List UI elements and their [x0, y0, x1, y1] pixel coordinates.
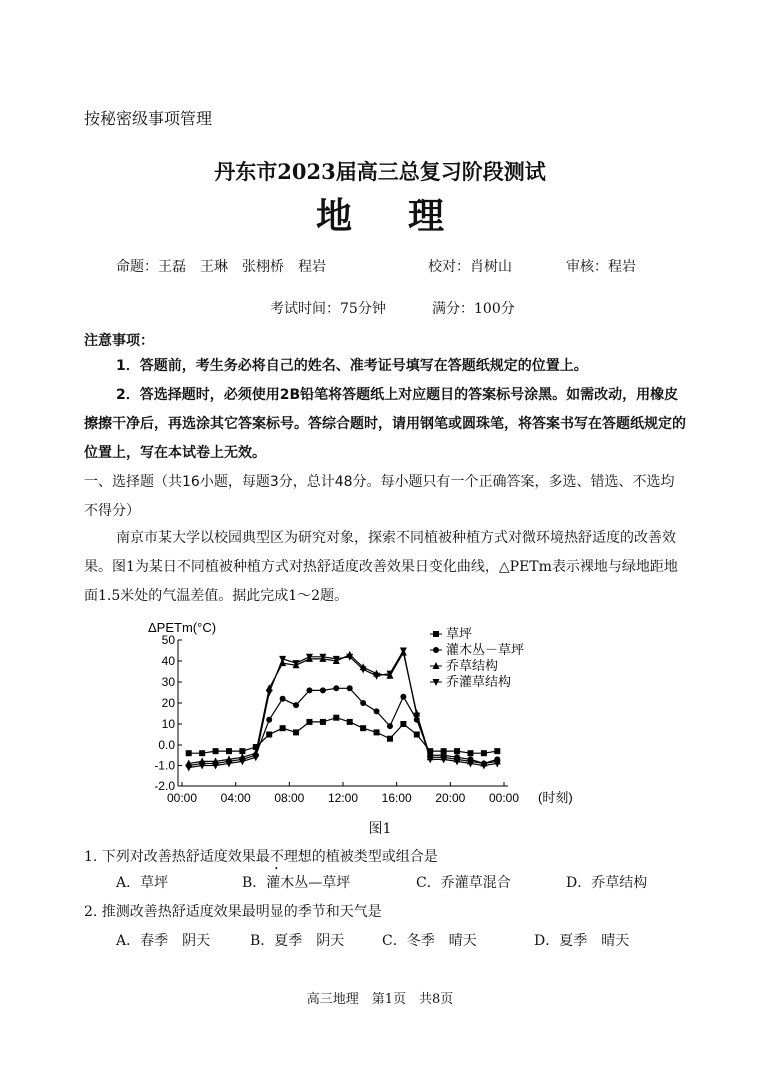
- proofreader-name: 肖树山: [470, 259, 512, 275]
- legend-marker: [433, 631, 439, 637]
- data-point: [387, 723, 393, 729]
- q1-stem-part: 1. 下列对改善热舒适度效果最: [84, 849, 270, 865]
- notice-item-1: 1．答题前，考生务必将自己的姓名、准考证号填写在答题纸规定的位置上。: [116, 358, 588, 374]
- legend-marker: [433, 647, 439, 653]
- series-2: [186, 685, 501, 768]
- chart-legend: [430, 626, 524, 689]
- x-tick-label: 08:00: [274, 791, 305, 805]
- q1-emphasis-word: 不: [269, 849, 284, 865]
- data-point: [360, 700, 366, 706]
- legend-label: 草坪: [446, 626, 473, 641]
- q2-option-c[interactable]: C．冬季 晴天: [382, 933, 477, 949]
- q1-option-b[interactable]: B．灌木丛—草坪: [242, 875, 351, 891]
- x-tick-label: 16:00: [381, 791, 412, 805]
- x-tick-label: 12:00: [327, 791, 359, 805]
- data-point: [347, 719, 353, 725]
- data-point: [374, 708, 380, 714]
- y-tick-label: 40: [161, 654, 175, 668]
- full-score: [432, 298, 515, 318]
- data-point: [467, 750, 473, 756]
- data-point: [414, 732, 420, 738]
- q1-option-a[interactable]: A．草坪: [116, 875, 169, 891]
- y-tick-label: -1.0: [154, 758, 175, 773]
- data-point: [280, 725, 286, 731]
- data-point: [266, 717, 272, 723]
- data-point: [347, 685, 353, 691]
- authors-names: 王磊 王琳 张栩桥 程岩: [158, 259, 326, 275]
- data-point: [320, 687, 326, 693]
- question-2-stem: 2. 推测改善热舒适度效果最明显的季节和天气是: [84, 904, 382, 920]
- authors-label: 命题：: [116, 259, 158, 275]
- question-stem-intro: 南京市某大学以校园典型区为研究对象，探索不同植被种植方式对微环境热舒适度的改善效果。图1为某日不同植被种植方式对热舒适度改善效果日变化曲线，△PETm表示裸地与绿地距地面1.5米处的气温差值。据此完成1～2题。: [84, 530, 678, 604]
- y-tick-label: 30: [161, 675, 175, 689]
- data-point: [400, 694, 406, 700]
- data-point: [239, 748, 245, 754]
- subject-title: 地理: [315, 195, 500, 237]
- reviewer-label: 审核：: [566, 259, 608, 275]
- data-point: [333, 715, 339, 721]
- figure-caption: 图1: [368, 821, 392, 837]
- y-tick-label: -2.0: [154, 779, 175, 793]
- question-1-stem: [84, 846, 438, 873]
- data-point: [333, 685, 339, 691]
- data-point: [387, 736, 393, 742]
- q1-option-c[interactable]: C．乔灌草混合: [416, 875, 511, 891]
- series-line: [189, 718, 498, 754]
- series-1: [186, 715, 501, 757]
- data-point: [454, 748, 460, 754]
- y-tick-label: 10: [161, 717, 175, 731]
- full-score-label: 满分：: [432, 301, 474, 317]
- exam-title: 丹东市2023届高三总复习阶段测试: [214, 159, 546, 184]
- proofreader-label: 校对：: [428, 259, 470, 275]
- data-point: [266, 690, 273, 697]
- exam-time: [270, 298, 386, 318]
- x-tick-label: 04:00: [220, 791, 251, 805]
- data-point: [226, 748, 232, 754]
- y-tick-label: 0.0: [158, 738, 175, 752]
- q1-stem-part: 理想的植被类型或组合是: [283, 849, 438, 865]
- authors-line: [116, 256, 326, 276]
- data-point: [199, 750, 205, 756]
- y-tick-label: 50: [161, 633, 175, 647]
- data-point: [185, 765, 192, 772]
- figure-1-line-chart: [140, 616, 600, 812]
- data-point: [213, 748, 219, 754]
- y-tick-label: 20: [161, 696, 175, 710]
- x-tick-label: 00:00: [166, 791, 198, 805]
- data-point: [280, 696, 286, 702]
- data-point: [306, 687, 312, 693]
- data-point: [400, 648, 407, 655]
- legend-label: 乔灌草结构: [446, 674, 512, 689]
- data-point: [266, 732, 272, 738]
- reviewer-line: [566, 256, 636, 276]
- data-point: [374, 729, 380, 735]
- x-tick-label: 00:00: [488, 791, 520, 805]
- data-point: [293, 702, 299, 708]
- section-1-heading: 一、选择题（共16小题，每题3分，总计48分。每小题只有一个正确答案，多选、错选、不选均不得分）: [84, 474, 675, 519]
- q1-option-d[interactable]: D．乔草结构: [566, 875, 648, 891]
- data-point: [320, 719, 326, 725]
- data-point: [293, 729, 299, 735]
- notice-heading: 注意事项：: [84, 333, 154, 349]
- page-footer: 高三地理 第1页 共8页: [306, 992, 454, 1007]
- data-point: [360, 725, 366, 731]
- q2-option-b[interactable]: B．夏季 阴天: [250, 933, 345, 949]
- series-line: [189, 688, 498, 765]
- q2-option-d[interactable]: D．夏季 晴天: [534, 933, 630, 949]
- full-score-value: 100分: [474, 301, 515, 317]
- data-point: [186, 750, 192, 756]
- reviewer-name: 程岩: [608, 259, 636, 275]
- legend-label: 乔草结构: [446, 658, 499, 673]
- exam-time-value: 75分钟: [340, 301, 386, 317]
- x-tick-label: 20:00: [435, 791, 466, 805]
- notice-item-2: 2．答选择题时，必须使用2B铅笔将答题纸上对应题目的答案标号涂黑。如需改动，用橡皮擦擦干净后，再选涂其它答案标号。答综合题时，请用钢笔或圆珠笔，将答案书写在答题纸规定的位置上，写在本试卷上无效。: [84, 387, 686, 461]
- data-point: [400, 721, 406, 727]
- data-point: [494, 748, 500, 754]
- proofreader-line: [428, 256, 512, 276]
- legend-label: 灌木丛－草坪: [446, 642, 525, 657]
- y-axis-label: ΔPETm(°C): [148, 620, 217, 635]
- exam-time-label: 考试时间：: [270, 301, 340, 317]
- data-point: [306, 719, 312, 725]
- x-axis-label: (时刻): [538, 790, 573, 805]
- data-point: [481, 750, 487, 756]
- q2-option-a[interactable]: A．春季 阴天: [116, 933, 211, 949]
- secrecy-label: 按秘密级事项管理: [84, 109, 213, 128]
